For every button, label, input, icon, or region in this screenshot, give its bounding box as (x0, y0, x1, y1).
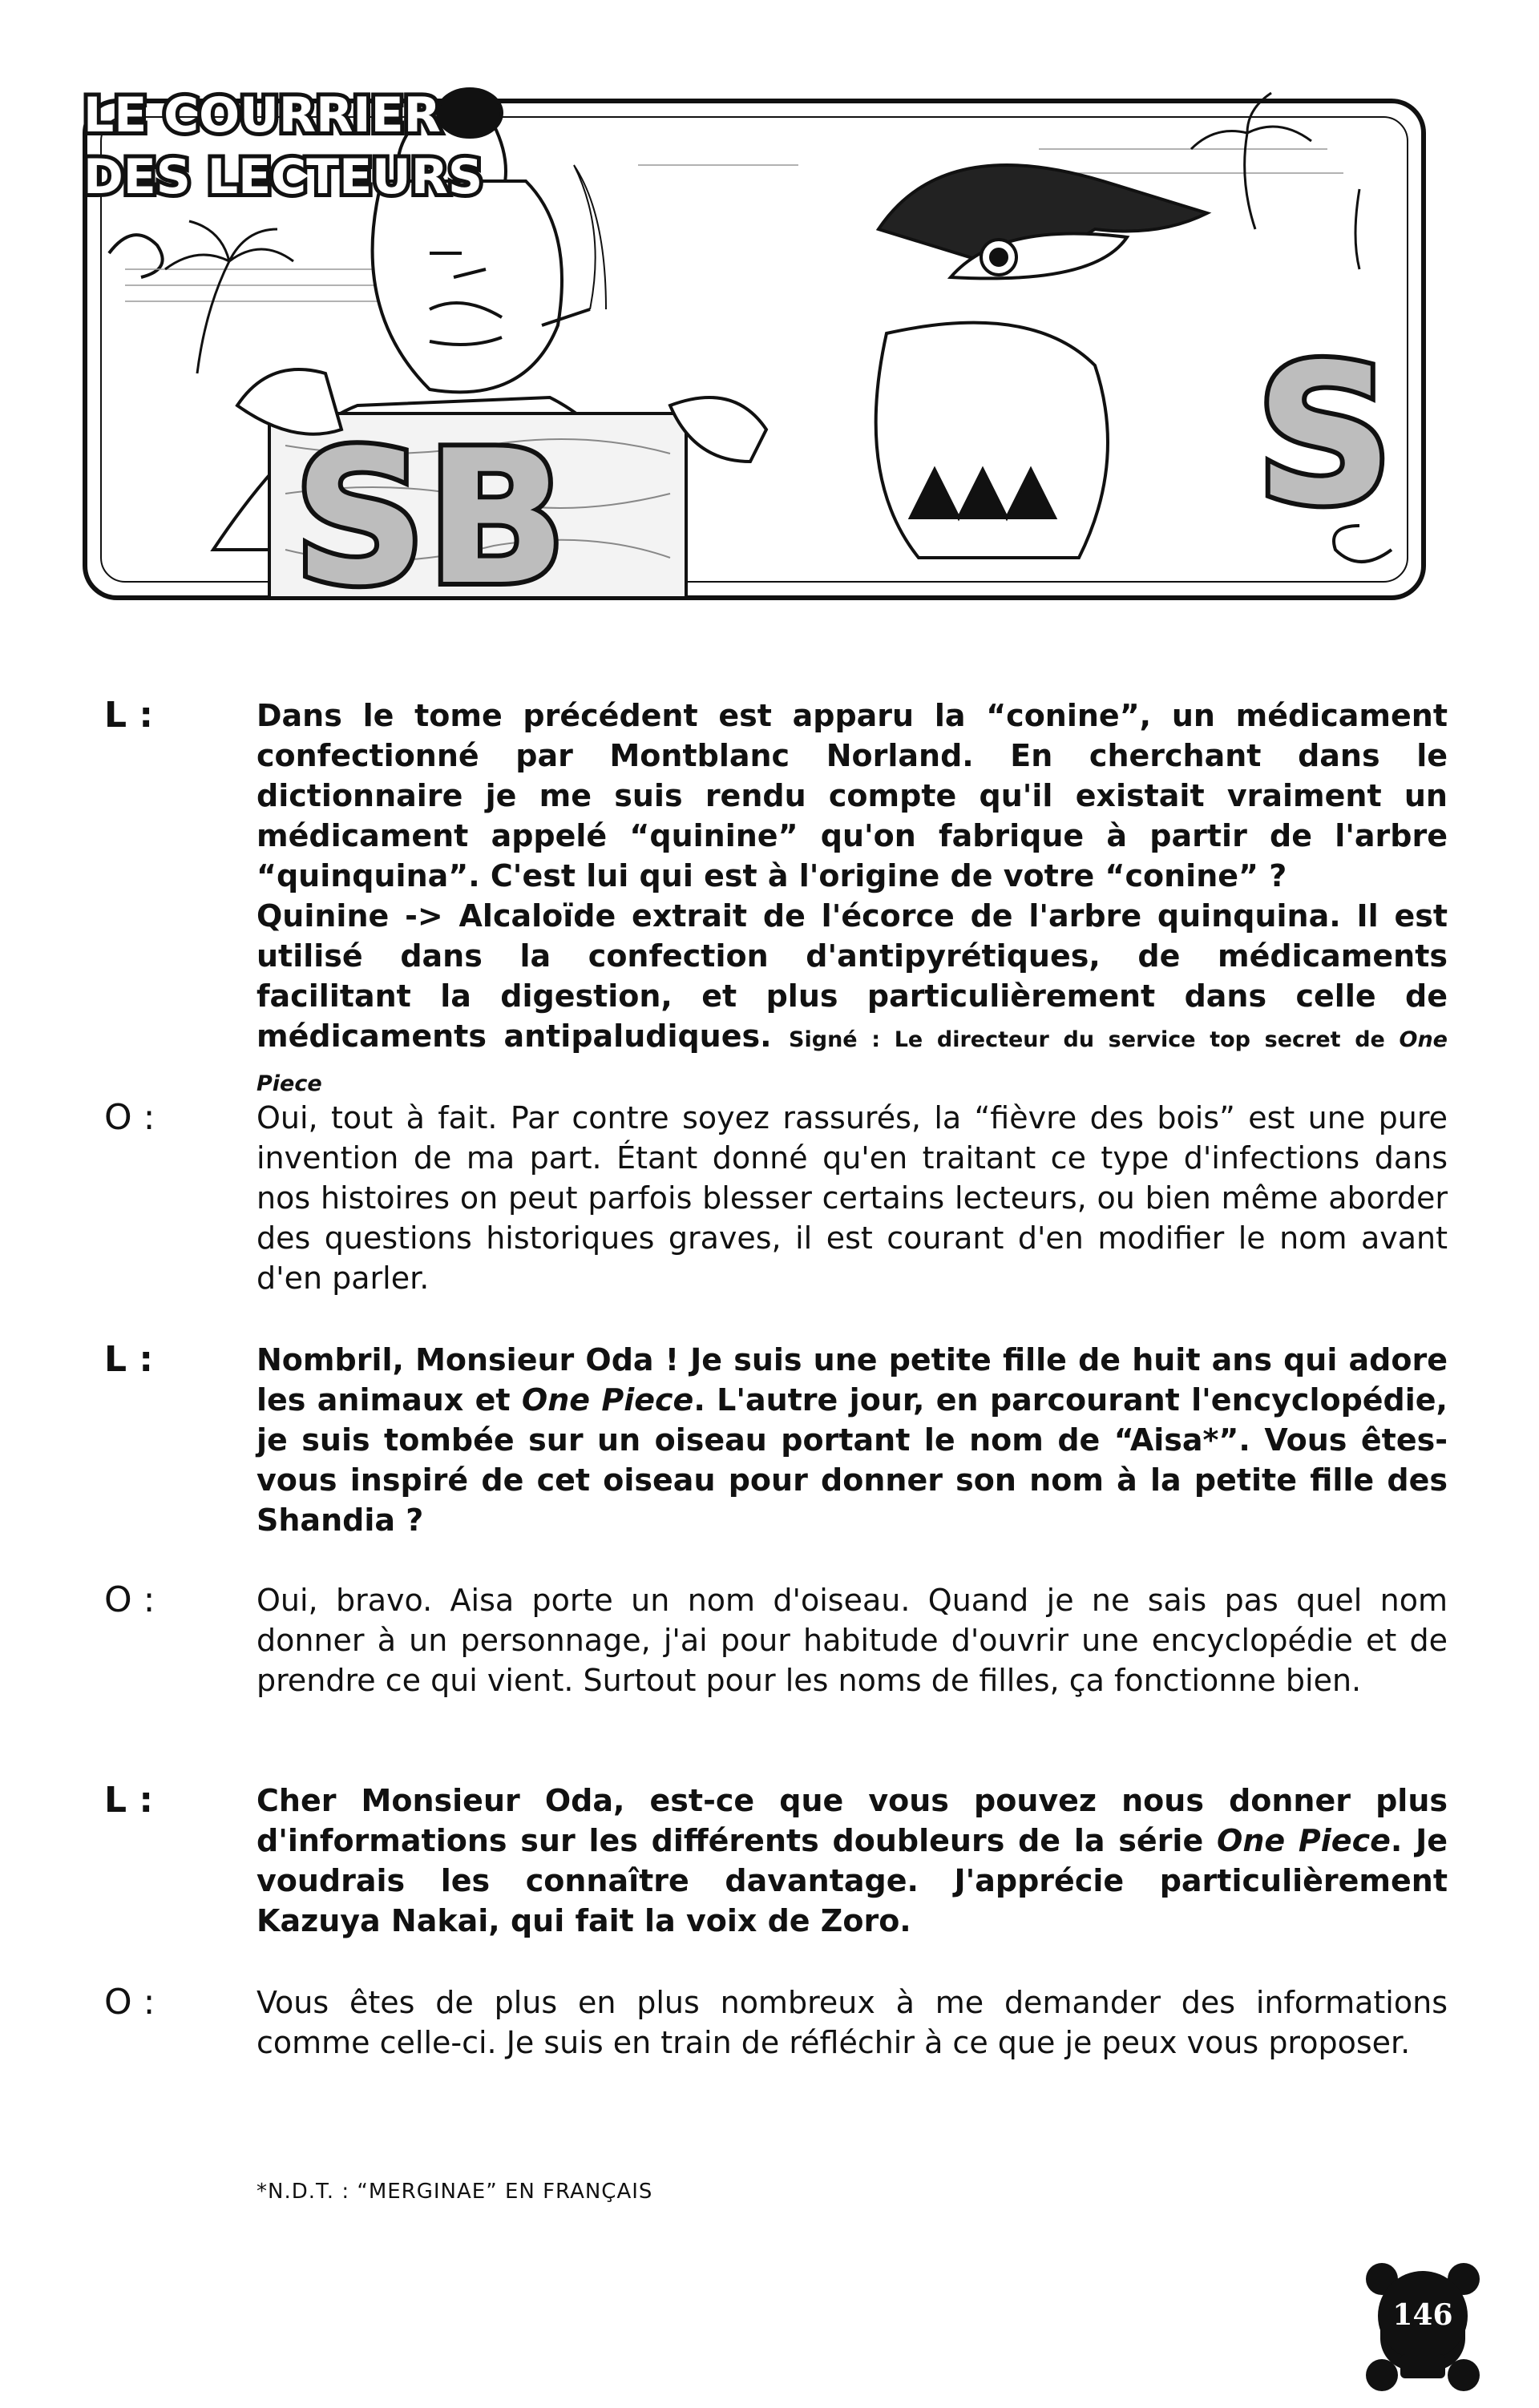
speaker-label: O : (104, 1982, 156, 2023)
entry-text: Vous êtes de plus en plus nombreux à me demander des informations comme celle-ci. Je suis en train de réfléchir à ce que je peux vous proposer. (256, 1985, 1448, 2060)
sbs-right-letter (1255, 323, 1394, 547)
footnote: *N.D.T. : “MERGINAE” EN FRANÇAIS (256, 2180, 653, 2204)
speaker-label: O : (104, 1097, 156, 1138)
entry-text: Nombril, Monsieur Oda ! Je suis une petite fille de huit ans qui adore les animaux et One Piece. L'autre jour, en parcourant l'encyclopédie, je suis tombée sur un oiseau portant le nom de “Aisa*”. Vous êtes-vous inspiré de cet oiseau pour donner son nom à la petite fille des Shandia ? (256, 1342, 1448, 1538)
entry-text: Oui, tout à fait. Par contre soyez rassurés, la “fièvre des bois” est une pure invention de ma part. Étant donné qu'en traitant ce type d'infections dans nos histoires on peut parfois blesser certains lecteurs, ou bien même aborder des questions historiques graves, il est courant d'en modifier le nom avant d'en parler. (256, 1100, 1448, 1296)
speaker-label: L : (104, 1780, 153, 1821)
speaker-label: L : (104, 1339, 153, 1380)
entry-text: Quinine -> Alcaloïde extrait de l'écorce de l'arbre quinquina. Il est utilisé dans la confection d'antipyrétiques, de médicaments facilitant la digestion, et plus particulièrement dans celle de médicaments antipaludiques. (256, 898, 1448, 1054)
speaker-label: O : (104, 1579, 156, 1620)
entry-text: Dans le tome précédent est apparu la “conine”, un médicament confectionné par Montblanc Norland. En cherchant dans le dictionnaire je me suis rendu compte qu'il existait vraiment un médicament appelé “quinine” qu'on fabrique à partir de l'arbre “quinquina”. C'est lui qui est à l'origine de votre “conine” ? (256, 698, 1448, 893)
speaker-label: L : (104, 695, 153, 736)
page-number: 146 (1392, 2298, 1453, 2332)
svg-text:LE COURRIER: LE COURRIER (83, 87, 441, 143)
header-banner (77, 69, 1435, 611)
signature: Signé : Le directeur du service top secret de One Piece (256, 1027, 1448, 1096)
entry-text: Oui, bravo. Aisa porte un nom d'oiseau. Quand je ne sais pas quel nom donner à un personnage, j'ai pour habitude d'ouvrir une encyclopédie et de prendre ce qui vient. Surtout pour les noms de filles, ça fonctionne bien. (256, 1583, 1448, 1698)
svg-text:SB: SB (293, 412, 567, 611)
entry-text: Cher Monsieur Oda, est-ce que vous pouvez nous donner plus d'informations sur les différents doubleurs de la série One Piece. Je voudrais les connaître davantage. J'apprécie particulièrement Kazuya Nakai, qui fait la voix de Zoro. (256, 1783, 1448, 1938)
sbs-left-letters (293, 412, 567, 611)
svg-text:S: S (1255, 323, 1394, 547)
svg-text:DES LECTEURS: DES LECTEURS (83, 149, 483, 205)
